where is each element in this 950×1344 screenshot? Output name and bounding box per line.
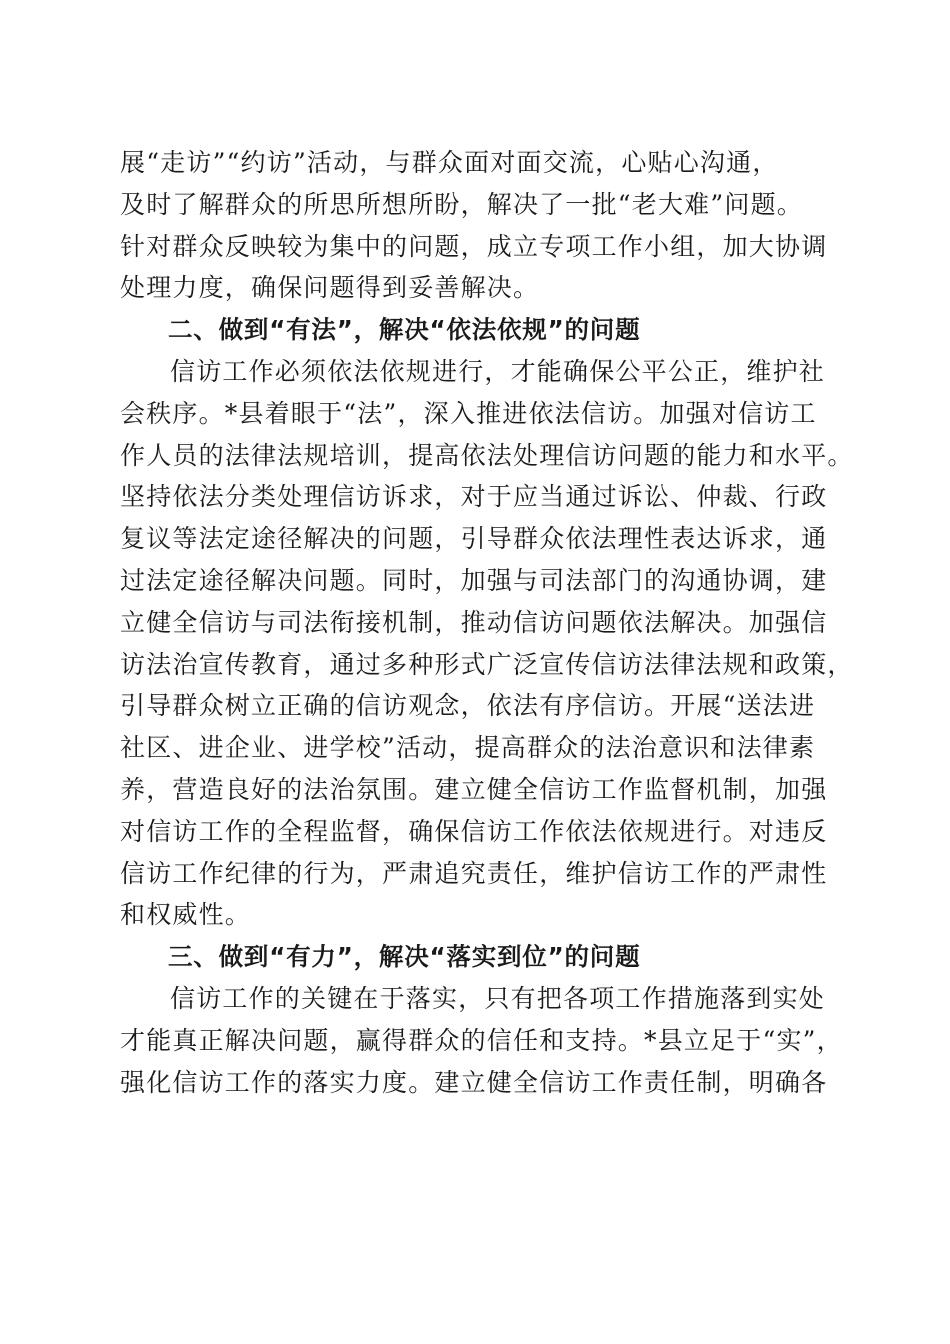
paragraph-line: 针对群众反映较为集中的问题，成立专项工作小组，加大协调 [120, 231, 828, 261]
paragraph-line: 立健全信访与司法衔接机制，推动信访问题依法解决。加强信 [120, 607, 828, 637]
paragraph-line: 及时了解群众的所思所想所盼，解决了一批“老大难”问题。 [120, 189, 803, 219]
paragraph-line: 强化信访工作的落实力度。建立健全信访工作责任制，明确各 [120, 1067, 828, 1097]
paragraph-line: 养，营造良好的法治氛围。建立健全信访工作监督机制，加强 [120, 774, 828, 804]
paragraph-line: 处理力度，确保问题得到妥善解决。 [120, 273, 540, 303]
paragraph-line: 作人员的法律法规培训，提高依法处理信访问题的能力和水平。 [120, 440, 854, 470]
paragraph-line: 过法定途径解决问题。同时，加强与司法部门的沟通协调，建 [120, 565, 828, 595]
paragraph-line: 引导群众树立正确的信访观念，依法有序信访。开展“送法进 [120, 691, 816, 721]
paragraph-line: 坚持依法分类处理信访诉求，对于应当通过诉讼、仲裁、行政 [120, 482, 828, 512]
paragraph-line: 和权威性。 [120, 900, 252, 930]
paragraph-first-line: 信访工作的关键在于落实，只有把各项工作措施落到实处 [170, 983, 826, 1013]
document-body [120, 142, 854, 1103]
section-heading: 二、做到“有法”，解决“依法依规”的问题 [168, 315, 641, 345]
paragraph-line: 会秩序。*县着眼于“法”，深入推进依法信访。加强对信访工 [120, 398, 817, 428]
paragraph-line: 信访工作纪律的行为，严肃追究责任，维护信访工作的严肃性 [120, 858, 828, 888]
paragraph-line: 复议等法定途径解决的问题，引导群众依法理性表达诉求，通 [120, 524, 828, 554]
paragraph-line: 访法治宣传教育，通过多种形式广泛宣传信访法律法规和政策， [120, 649, 854, 679]
paragraph-line: 对信访工作的全程监督，确保信访工作依法依规进行。对违反 [120, 816, 828, 846]
paragraph-line: 社区、进企业、进学校”活动，提高群众的法治意识和法律素 [120, 733, 816, 763]
paragraph-line: 展“走访”“约访”活动，与群众面对面交流，心贴心沟通， [120, 148, 779, 177]
paragraph-line: 才能真正解决问题，赢得群众的信任和支持。*县立足于“实”， [120, 1025, 843, 1055]
section-heading: 三、做到“有力”，解决“落实到位”的问题 [168, 942, 641, 972]
paragraph-first-line: 信访工作必须依法依规进行，才能确保公平公正，维护社 [170, 356, 826, 386]
